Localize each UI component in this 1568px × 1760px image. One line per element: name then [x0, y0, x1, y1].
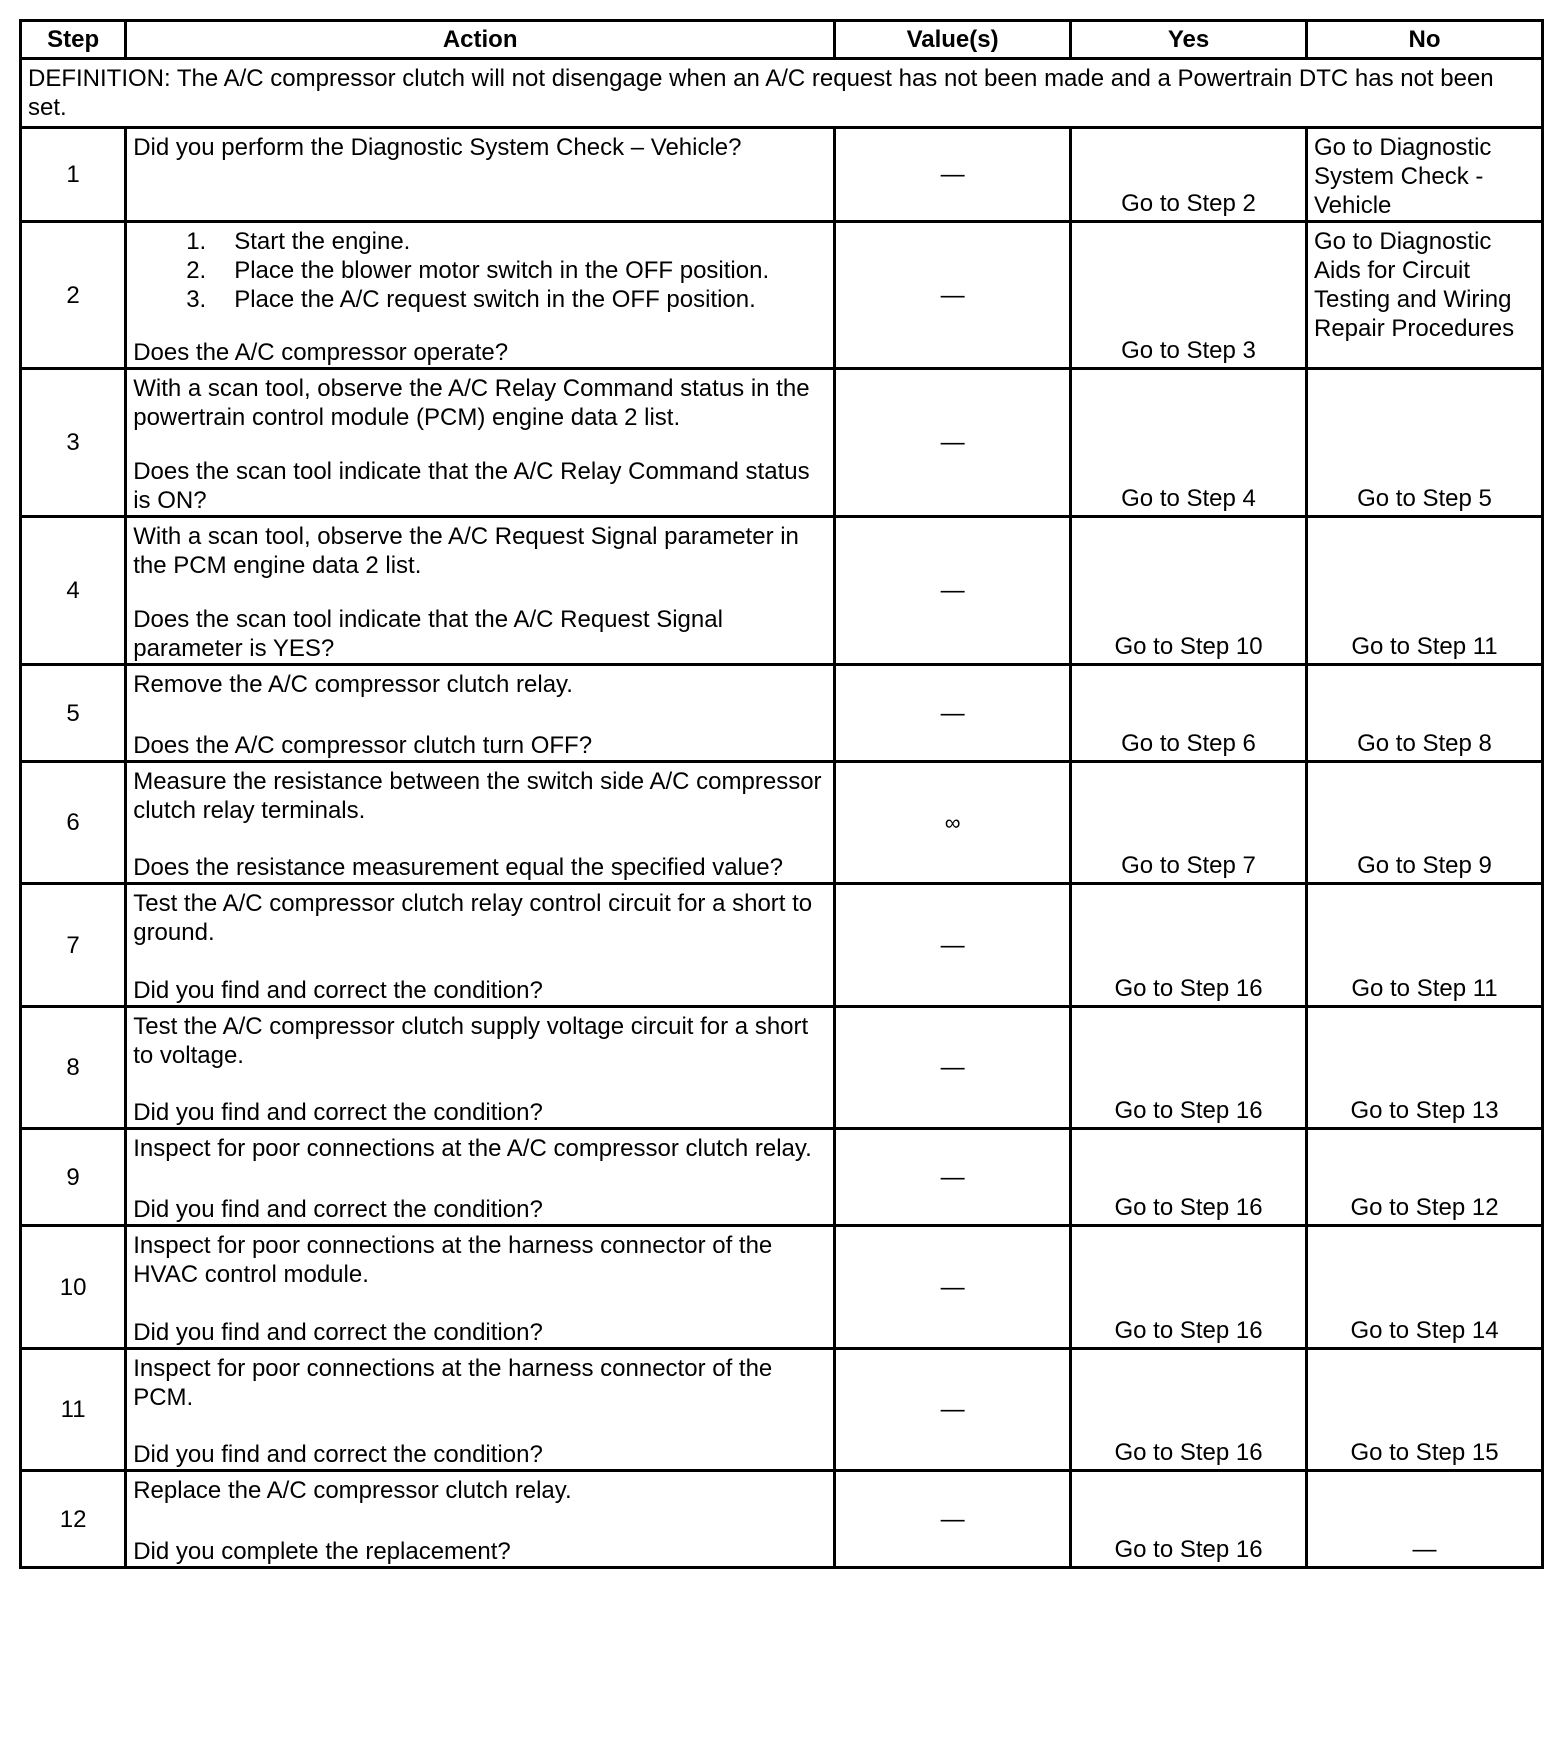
- header-row: [21, 21, 1543, 59]
- table-row: [21, 665, 1543, 762]
- action-cell: [126, 517, 835, 665]
- yes-cell: Go to Step 7: [1071, 762, 1307, 884]
- action-instruction: Inspect for poor connections at the harness connector of the PCM.: [133, 1355, 773, 1411]
- action-cell: [126, 884, 835, 1007]
- action-question: Did you find and correct the condition?: [133, 1099, 543, 1126]
- definition-text: DEFINITION: The A/C compressor clutch will not disengage when an A/C request has not been made and a Powertrain DTC has not been set.: [21, 59, 1543, 128]
- action-question: Does the resistance measurement equal the specified value?: [133, 854, 783, 881]
- action-question: Did you find and correct the condition?: [133, 1319, 543, 1346]
- instruction-number: 1.: [186, 228, 207, 255]
- action-question: Does the scan tool indicate that the A/C Relay Command status is ON?: [133, 458, 810, 514]
- value-cell: [835, 884, 1071, 1007]
- action-content: [133, 889, 827, 1005]
- action-instruction: Measure the resistance between the switch side A/C compressor clutch relay terminals.: [133, 768, 822, 824]
- table-row: [21, 222, 1543, 369]
- yes-cell: Go to Step 3: [1071, 222, 1307, 369]
- value-text: —: [940, 281, 965, 309]
- table-row: [21, 1007, 1543, 1129]
- no-cell: Go to Step 8: [1307, 665, 1543, 762]
- action-cell: [126, 762, 835, 884]
- table-row: [21, 1129, 1543, 1226]
- action-content: [133, 1231, 827, 1347]
- action-instruction: Test the A/C compressor clutch relay control circuit for a short to ground.: [133, 890, 813, 946]
- value-cell: [835, 222, 1071, 369]
- action-question: Did you complete the replacement?: [133, 1538, 511, 1565]
- step-number: 4: [21, 517, 126, 665]
- action-content: [133, 767, 827, 882]
- action-cell: [126, 1471, 835, 1568]
- yes-cell: Go to Step 2: [1071, 128, 1307, 222]
- value-cell: [835, 665, 1071, 762]
- value-cell: [835, 1349, 1071, 1471]
- yes-cell: Go to Step 16: [1071, 884, 1307, 1007]
- no-cell: Go to Step 13: [1307, 1007, 1543, 1129]
- action-cell: [126, 665, 835, 762]
- yes-cell: Go to Step 6: [1071, 665, 1307, 762]
- step-number: 8: [21, 1007, 126, 1129]
- table-row: [21, 884, 1543, 1007]
- no-cell: Go to Step 12: [1307, 1129, 1543, 1226]
- action-cell: [126, 128, 835, 222]
- action-content: [133, 227, 827, 367]
- action-instruction: Test the A/C compressor clutch supply voltage circuit for a short to voltage.: [133, 1013, 809, 1069]
- action-content: [133, 1134, 827, 1224]
- action-instruction: With a scan tool, observe the A/C Request Signal parameter in the PCM engine data 2 list.: [133, 523, 799, 579]
- yes-cell: Go to Step 4: [1071, 369, 1307, 517]
- definition-row: [21, 59, 1543, 128]
- yes-cell: Go to Step 16: [1071, 1349, 1307, 1471]
- action-question: Does the A/C compressor operate?: [133, 339, 509, 366]
- step-number: 5: [21, 665, 126, 762]
- value-cell: [835, 1007, 1071, 1129]
- action-cell: [126, 1129, 835, 1226]
- value-cell: [835, 1226, 1071, 1349]
- value-cell: [835, 517, 1071, 665]
- value-text: —: [940, 931, 965, 959]
- no-cell: Go to Diagnostic System Check - Vehicle: [1307, 128, 1543, 222]
- value-text: ∞: [944, 810, 961, 835]
- step-number: 9: [21, 1129, 126, 1226]
- header-no: No: [1307, 21, 1543, 59]
- value-text: —: [940, 161, 965, 188]
- step-number: 10: [21, 1226, 126, 1349]
- action-instruction: Replace the A/C compressor clutch relay.: [133, 1477, 572, 1504]
- value-cell: [835, 762, 1071, 884]
- table-row: [21, 1226, 1543, 1349]
- instruction-item: [133, 285, 827, 314]
- value-text: —: [940, 1505, 965, 1533]
- step-number: 7: [21, 884, 126, 1007]
- table-row: [21, 1471, 1543, 1568]
- step-number: 11: [21, 1349, 126, 1471]
- no-cell: Go to Step 9: [1307, 762, 1543, 884]
- no-cell: Go to Step 14: [1307, 1226, 1543, 1349]
- action-content: [133, 1354, 827, 1469]
- action-cell: [126, 222, 835, 369]
- table-row: [21, 517, 1543, 665]
- action-question: Does the A/C compressor clutch turn OFF?: [133, 732, 593, 759]
- action-instruction: Inspect for poor connections at the A/C compressor clutch relay.: [133, 1135, 812, 1162]
- header-yes: Yes: [1071, 21, 1307, 59]
- no-cell: Go to Step 11: [1307, 884, 1543, 1007]
- table-row: [21, 762, 1543, 884]
- value-text: —: [940, 429, 965, 456]
- header-values: Value(s): [835, 21, 1071, 59]
- yes-cell: Go to Step 16: [1071, 1129, 1307, 1226]
- value-cell: [835, 1471, 1071, 1568]
- instruction-number: 2.: [186, 257, 207, 284]
- value-text: —: [940, 1396, 965, 1423]
- value-text: —: [940, 1054, 965, 1081]
- action-content: [133, 522, 827, 663]
- action-instruction: Did you perform the Diagnostic System Check – Vehicle?: [133, 134, 742, 161]
- no-cell: Go to Step 11: [1307, 517, 1543, 665]
- action-question: Does the scan tool indicate that the A/C Request Signal parameter is YES?: [133, 606, 723, 662]
- action-instruction: Remove the A/C compressor clutch relay.: [133, 671, 573, 698]
- step-number: 3: [21, 369, 126, 517]
- header-step: Step: [21, 21, 126, 59]
- instruction-text: Start the engine.: [234, 228, 411, 255]
- action-question: Did you find and correct the condition?: [133, 977, 543, 1004]
- table-row: [21, 369, 1543, 517]
- action-question: Did you find and correct the condition?: [133, 1441, 543, 1468]
- instruction-list: [133, 227, 827, 314]
- yes-cell: Go to Step 16: [1071, 1007, 1307, 1129]
- action-content: [133, 133, 827, 220]
- value-text: —: [940, 1273, 965, 1301]
- header-action: Action: [126, 21, 835, 59]
- no-cell: Go to Step 15: [1307, 1349, 1543, 1471]
- yes-cell: Go to Step 16: [1071, 1471, 1307, 1568]
- action-instruction: Inspect for poor connections at the harness connector of the HVAC control module.: [133, 1232, 773, 1288]
- action-content: [133, 374, 827, 515]
- action-cell: [126, 1226, 835, 1349]
- yes-cell: Go to Step 10: [1071, 517, 1307, 665]
- step-number: 6: [21, 762, 126, 884]
- value-cell: [835, 1129, 1071, 1226]
- instruction-number: 3.: [186, 286, 207, 313]
- instruction-text: Place the A/C request switch in the OFF position.: [234, 286, 756, 313]
- value-text: —: [940, 577, 965, 604]
- diagnostic-table: [19, 19, 1544, 1569]
- no-cell: Go to Step 5: [1307, 369, 1543, 517]
- instruction-item: [133, 256, 827, 285]
- value-text: —: [940, 699, 965, 727]
- step-number: 12: [21, 1471, 126, 1568]
- yes-cell: Go to Step 16: [1071, 1226, 1307, 1349]
- no-cell: Go to Diagnostic Aids for Circuit Testing and Wiring Repair Procedures: [1307, 222, 1543, 369]
- step-number: 1: [21, 128, 126, 222]
- no-cell: —: [1307, 1471, 1543, 1568]
- value-cell: [835, 128, 1071, 222]
- action-content: [133, 1476, 827, 1566]
- value-cell: [835, 369, 1071, 517]
- action-cell: [126, 1007, 835, 1129]
- table-row: [21, 1349, 1543, 1471]
- instruction-item: [133, 227, 827, 256]
- table-row: [21, 128, 1543, 222]
- action-content: [133, 1012, 827, 1127]
- action-question: Did you find and correct the condition?: [133, 1196, 543, 1223]
- instruction-text: Place the blower motor switch in the OFF position.: [234, 257, 770, 284]
- action-cell: [126, 1349, 835, 1471]
- action-cell: [126, 369, 835, 517]
- step-number: 2: [21, 222, 126, 369]
- value-text: —: [940, 1163, 965, 1191]
- action-content: [133, 670, 827, 760]
- action-instruction: With a scan tool, observe the A/C Relay Command status in the powertrain control module (PCM) engine data 2 list.: [133, 375, 810, 431]
